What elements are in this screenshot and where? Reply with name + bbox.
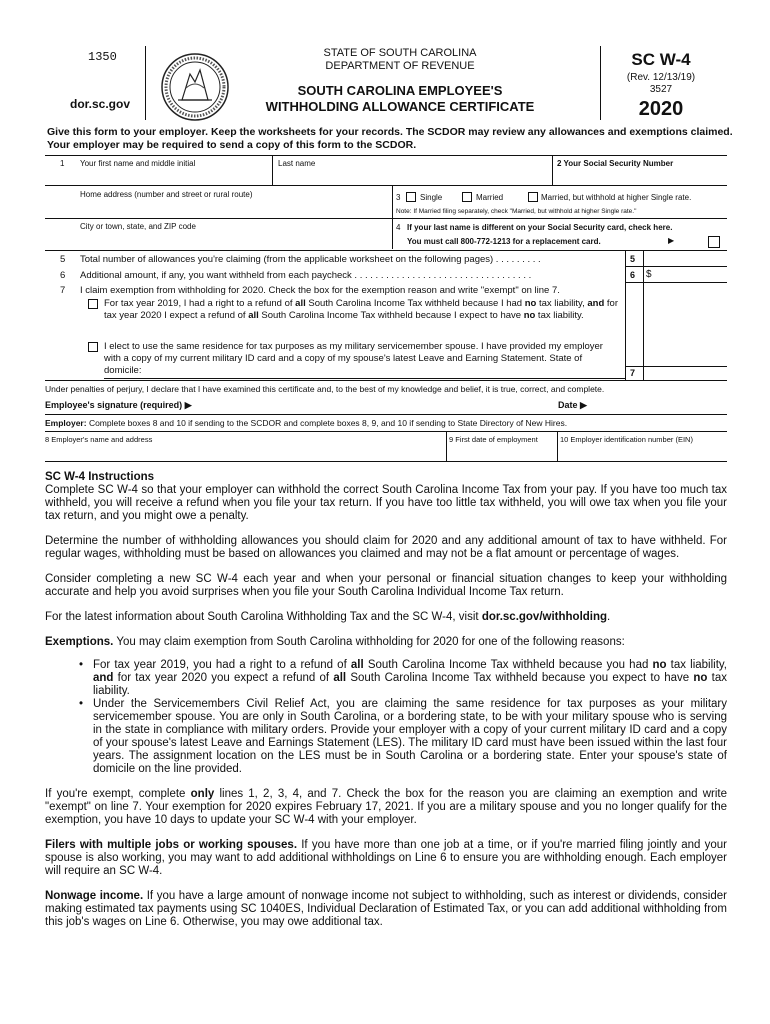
exempt-option1-text: For tax year 2019, I had a right to a refund of all South Carolina Income Tax withheld because I had no tax liability, and for tax year 2020 I expect a refund of all South Carolina Income Tax withheld because I expect to have no tax liability. [104, 298, 619, 321]
instructions-p3: Consider completing a new SC W-4 each year and when your personal or financial situation changes to keep your withholding accurate and help you avoid surprises when you file your South Carolina Individual Income Tax return. [45, 573, 727, 598]
last-name-label: Last name [278, 159, 316, 168]
instructions-p4: For the latest information about South Carolina Withholding Tax and the SC W-4, visit dor.sc.gov/withholding. [45, 611, 611, 623]
line4-phone: You must call 800-772-1213 for a replacement card. [407, 237, 601, 246]
form-number: SC W-4 [631, 50, 691, 69]
married-higher-rate-label: Married, but withhold at higher Single rate. [541, 193, 692, 202]
perjury-statement: Under penalties of perjury, I declare that I have examined this certificate and, to the best of my knowledge and belief, it is true, correct, and complete. [45, 384, 605, 394]
line7-box-label: 7 [630, 368, 636, 378]
line6-number: 6 [60, 270, 66, 281]
arrow-right-icon: ▶ [668, 236, 675, 245]
line6-box-label: 6 [630, 270, 636, 280]
instructions-exempt: If you're exempt, complete only lines 1, 2, 3, 4, and 7. Check the box for the reason you are claiming an exemption and write "exempt" on line 7. Your exemption for 2020 expires February 17, 2021. If you are a military spouse and you no longer qualify for the exemption, you have 10 days to update your SC W-4 with your employer. [45, 788, 727, 826]
ssn-label: 2 Your Social Security Number [557, 159, 674, 168]
line5-box-label: 5 [630, 254, 636, 264]
state-seal-icon [160, 52, 230, 122]
exemption-bullet-2: • Under the Servicemembers Civil Relief Act, you are claiming the same residence for tax purposes as your military servicemember spouse. You are only in South Carolina, or a bordering state, to be with your military spouse who is serving in the state in compliance with military orders. Provide your employer with a copy of your current military ID card and a copy of your spouse's latest Leave and Earnings Statement (LES). The military ID card must have been issued within the last four years. The assignment location on the LES must be in South Carolina or a bordering state. Enter your spouse's state of domicile on the line provided. [93, 698, 727, 776]
single-label: Single [420, 193, 443, 202]
married-higher-rate-checkbox[interactable] [528, 192, 538, 202]
arrow-right-icon: ▶ [184, 400, 192, 410]
line5-number: 5 [60, 254, 66, 265]
website: dor.sc.gov [70, 97, 131, 111]
city-label: City or town, state, and ZIP code [80, 222, 196, 231]
line6-text: Additional amount, if any, you want withheld from each paycheck . . . . . . . . . . . . . . . . . . . . . . . . . . . . . . . . . . [80, 270, 532, 281]
revision-date: (Rev. 12/13/19) 3527 [626, 72, 696, 95]
line7-number: 7 [60, 285, 66, 296]
form-code: 1350 [88, 50, 117, 64]
box8-label: 8 Employer's name and address [45, 435, 153, 444]
instructions-heading: SC W-4 Instructions [45, 471, 155, 483]
signature-label: Employee's signature (required) ▶ [45, 400, 192, 410]
form-title: SOUTH CAROLINA EMPLOYEE'S WITHHOLDING ALLOWANCE CERTIFICATE [265, 83, 535, 114]
instructions-p1: Complete SC W-4 so that your employer can withhold the correct South Carolina Income Tax from your pay. If you have too much tax withheld, you will receive a refund when you file your tax return. If you have too little tax withheld, you will owe tax when you file your tax return, and you might owe a penalty. [45, 484, 727, 522]
instructions-nonwage: Nonwage income. If you have a large amount of nonwage income not subject to withholding, such as interest or dividends, consider making estimated tax payments using SC 1040ES, Individual Declaration of Estimated Tax, or you can add additional withholding from this job's wages on Line 6. Otherwise, you may owe additional tax. [45, 890, 727, 928]
instructions-multiple-jobs: Filers with multiple jobs or working spouses. If you have more than one job at a time, or if you're married filing jointly and your spouse is also working, you may want to add additional withholdings on Line 6 to ensure you are withholding enough. Each employer will require an SC W-4. [45, 839, 727, 877]
tax-year: 2020 [638, 98, 684, 120]
exempt-option2-text: I elect to use the same residence for tax purposes as my military servicemember spouse. I have provided my employer with a copy of my current military ID card and a copy of my spouse's latest Leave and Earning Statement. State of domicile: [104, 341, 603, 376]
line4-text: If your last name is different on your Social Security card, check here. [407, 223, 673, 232]
exemptions-intro: Exemptions. You may claim exemption from South Carolina withholding for 2020 for one of the following reasons: [45, 636, 625, 648]
line5-text: Total number of allowances you're claiming (from the applicable worksheet on the following pages) . . . . . . . . . [80, 254, 541, 265]
married-label: Married [476, 193, 504, 202]
instructions-p2: Determine the number of withholding allowances you should claim for 2020 and any additional amount of tax to have withheld. For regular wages, withholding must be based on allowances you claimed and may not be a flat amount or percentage of wages. [45, 535, 727, 560]
withholding-link[interactable]: dor.sc.gov/withholding [481, 611, 608, 623]
box9-label: 9 First date of employment [449, 435, 538, 444]
first-name-label: Your first name and middle initial [80, 159, 196, 168]
line1-number: 1 [60, 159, 65, 168]
married-note: Note: If Married filing separately, check "Married, but withhold at higher Single rate." [396, 208, 637, 215]
instructions-section [45, 471, 727, 929]
date-label: Date ▶ [558, 400, 587, 410]
box10-label: 10 Employer identification number (EIN) [560, 435, 693, 444]
exempt-option2-checkbox[interactable] [88, 342, 98, 352]
married-checkbox[interactable] [462, 192, 472, 202]
employer-instructions: Employer: Complete boxes 8 and 10 if sending to the SCDOR and complete boxes 8, 9, and 10 if sending to State Directory of New Hires. [45, 418, 568, 428]
exemption-bullet-1: • For tax year 2019, you had a right to a refund of all South Carolina Income Tax withheld because you had no tax liability, and for tax year 2020 you expect a refund of all South Carolina Income Tax withheld because you expect to have no tax liability. [93, 659, 727, 698]
single-checkbox[interactable] [406, 192, 416, 202]
dollar-sign: $ [646, 269, 652, 280]
agency-name: STATE OF SOUTH CAROLINA DEPARTMENT OF REVENUE [323, 47, 477, 72]
name-different-checkbox[interactable] [708, 236, 720, 248]
exempt-option1-checkbox[interactable] [88, 299, 98, 309]
line4-number: 4 [396, 223, 401, 232]
line3-number: 3 [396, 193, 401, 202]
arrow-right-icon: ▶ [580, 400, 587, 410]
address-label: Home address (number and street or rural route) [80, 190, 253, 199]
give-instructions: Give this form to your employer. Keep the worksheets for your records. The SCDOR may review any allowances and exemptions claimed. Your employer may be required to send a copy of this form to the SCDOR. [47, 126, 733, 151]
line7-text: I claim exemption from withholding for 2020. Check the box for the exemption reason and write "exempt" on line 7. [80, 285, 560, 296]
